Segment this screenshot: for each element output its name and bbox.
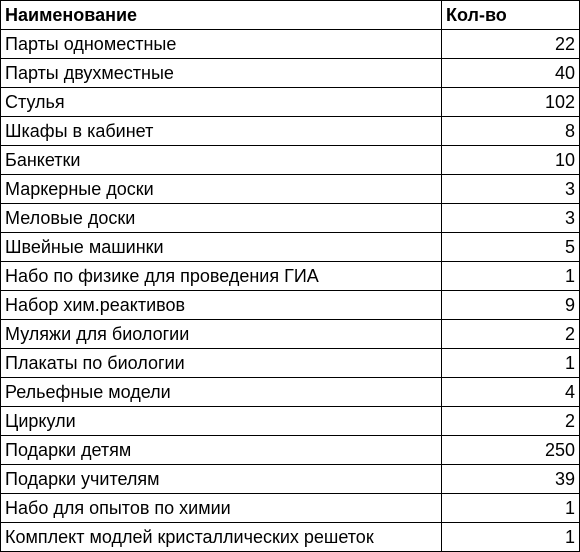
item-qty-cell[interactable]: 9 — [442, 291, 580, 320]
item-name-cell[interactable]: Стулья — [1, 88, 442, 117]
item-qty-cell[interactable]: 8 — [442, 117, 580, 146]
table-body — [1, 30, 580, 552]
table-row — [1, 320, 580, 349]
item-qty-cell[interactable]: 22 — [442, 30, 580, 59]
item-qty-cell[interactable]: 40 — [442, 59, 580, 88]
table-row — [1, 291, 580, 320]
table-row — [1, 146, 580, 175]
table-row — [1, 349, 580, 378]
table-row — [1, 494, 580, 523]
table-row — [1, 262, 580, 291]
table-row — [1, 407, 580, 436]
item-qty-cell[interactable]: 1 — [442, 494, 580, 523]
table-row — [1, 88, 580, 117]
table-row — [1, 175, 580, 204]
table-row — [1, 117, 580, 146]
header-name[interactable]: Наименование — [1, 1, 442, 30]
item-qty-cell[interactable]: 39 — [442, 465, 580, 494]
item-name-cell[interactable]: Подарки детям — [1, 436, 442, 465]
item-qty-cell[interactable]: 102 — [442, 88, 580, 117]
item-qty-cell[interactable]: 1 — [442, 349, 580, 378]
item-qty-cell[interactable]: 1 — [442, 523, 580, 552]
item-name-cell[interactable]: Набо для опытов по химии — [1, 494, 442, 523]
item-qty-cell[interactable]: 2 — [442, 320, 580, 349]
header-row — [1, 1, 580, 30]
table-row — [1, 233, 580, 262]
table-row — [1, 204, 580, 233]
item-name-cell[interactable]: Набо по физике для проведения ГИА — [1, 262, 442, 291]
table-row — [1, 523, 580, 552]
item-name-cell[interactable]: Меловые доски — [1, 204, 442, 233]
item-name-cell[interactable]: Парты одноместные — [1, 30, 442, 59]
item-name-cell[interactable]: Рельефные модели — [1, 378, 442, 407]
table-row — [1, 465, 580, 494]
item-name-cell[interactable]: Швейные машинки — [1, 233, 442, 262]
table-row — [1, 59, 580, 88]
item-qty-cell[interactable]: 10 — [442, 146, 580, 175]
item-name-cell[interactable]: Плакаты по биологии — [1, 349, 442, 378]
item-qty-cell[interactable]: 2 — [442, 407, 580, 436]
item-qty-cell[interactable]: 1 — [442, 262, 580, 291]
item-name-cell[interactable]: Подарки учителям — [1, 465, 442, 494]
item-qty-cell[interactable]: 4 — [442, 378, 580, 407]
header-qty[interactable]: Кол-во — [442, 1, 580, 30]
item-name-cell[interactable]: Шкафы в кабинет — [1, 117, 442, 146]
item-name-cell[interactable]: Муляжи для биологии — [1, 320, 442, 349]
table-row — [1, 378, 580, 407]
item-name-cell[interactable]: Банкетки — [1, 146, 442, 175]
item-name-cell[interactable]: Циркули — [1, 407, 442, 436]
item-qty-cell[interactable]: 250 — [442, 436, 580, 465]
item-qty-cell[interactable]: 5 — [442, 233, 580, 262]
item-qty-cell[interactable]: 3 — [442, 175, 580, 204]
item-name-cell[interactable]: Парты двухместные — [1, 59, 442, 88]
table-row — [1, 436, 580, 465]
item-name-cell[interactable]: Маркерные доски — [1, 175, 442, 204]
item-name-cell[interactable]: Набор хим.реактивов — [1, 291, 442, 320]
item-qty-cell[interactable]: 3 — [442, 204, 580, 233]
item-name-cell[interactable]: Комплект модлей кристаллических решеток — [1, 523, 442, 552]
table-row — [1, 30, 580, 59]
